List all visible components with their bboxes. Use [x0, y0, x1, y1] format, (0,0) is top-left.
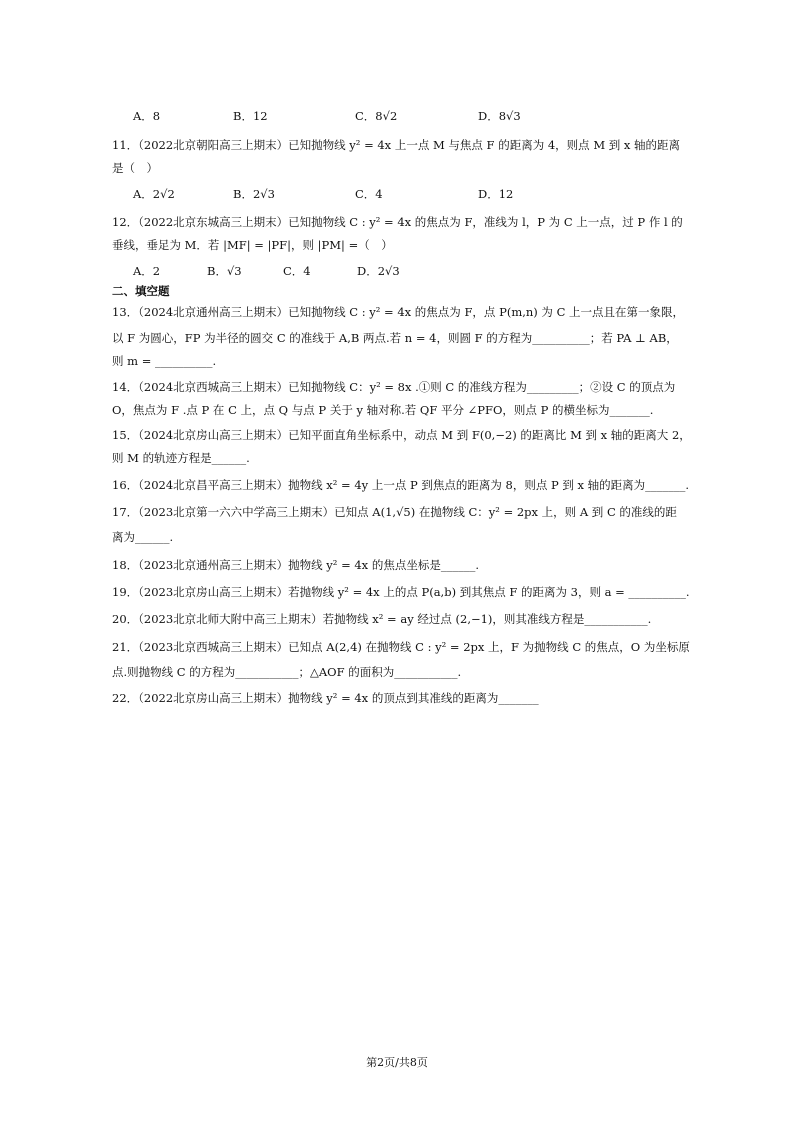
q11-line1: 11．（2022北京朝阳高三上期末）已知抛物线 y² = 4x 上一点 M 与焦点 F 的距离为 4，则点 M 到 x 轴的距离: [112, 138, 681, 152]
q11-option-a: A．2√2: [133, 187, 175, 201]
q15-line1: 15．（2024北京房山高三上期末）已知平面直角坐标系中，动点 M 到 F(0,−2) 的距离比 M 到 x 轴的距离大 2，: [112, 428, 691, 442]
q16-line1: 16．（2024北京昌平高三上期末）抛物线 x² = 4y 上一点 P 到焦点的距离为 8，则点 P 到 x 轴的距离为_______.: [112, 478, 690, 492]
q12-option-d: D．2√3: [357, 264, 400, 278]
q17-line1: 17．（2023北京第一六六中学高三上期末）已知点 A(1,√5) 在抛物线 C：y² = 2px 上，则 A 到 C 的准线的距: [112, 505, 677, 519]
q15-line2: 则 M 的轨迹方程是______.: [112, 451, 250, 465]
q11-option-c: C．4: [355, 187, 383, 201]
q14-line1: 14．（2024北京西城高三上期末）已知抛物线 C：y² = 8x .①则 C 的准线方程为_________；②设 C 的顶点为: [112, 380, 676, 394]
q13-line3: 则 m = __________.: [112, 354, 217, 368]
section-fill-in-title: 二、填空题: [112, 284, 170, 298]
q10-option-a: A．8: [133, 109, 161, 123]
q21-line1: 21．（2023北京西城高三上期末）已知点 A(2,4) 在抛物线 C : y² = 2px 上，F 为抛物线 C 的焦点，O 为坐标原: [112, 640, 690, 654]
q12-option-a: A．2: [133, 264, 161, 278]
q11-option-d: D．12: [478, 187, 514, 201]
q20-line1: 20．（2023北京北师大附中高三上期末）若抛物线 x² = ay 经过点 (2,−1)，则其准线方程是___________.: [112, 612, 652, 626]
page-footer: 第2页/共8页: [366, 1056, 428, 1069]
q10-option-c: C．8√2: [355, 109, 398, 123]
q17-line2: 离为______.: [112, 530, 174, 544]
q13-line2: 以 F 为圆心，FP 为半径的圆交 C 的准线于 A,B 两点.若 n = 4，则圆 F 的方程为__________；若 PA ⊥ AB，: [112, 331, 678, 345]
q13-line1: 13．（2024北京通州高三上期末）已知抛物线 C : y² = 4x 的焦点为 F，点 P(m,n) 为 C 上一点且在第一象限，: [112, 305, 685, 319]
q22-line1: 22．（2022北京房山高三上期末）抛物线 y² = 4x 的顶点到其准线的距离为_______: [112, 691, 539, 705]
q14-line2: O，焦点为 F .点 P 在 C 上，点 Q 与点 P 关于 y 轴对称.若 QF 平分 ∠PFO，则点 P 的横坐标为_______.: [112, 403, 654, 417]
q12-option-b: B．√3: [207, 264, 242, 278]
q21-line2: 点.则抛物线 C 的方程为___________；△AOF 的面积为___________.: [112, 665, 462, 679]
q11-line2: 是（ ）: [112, 161, 158, 175]
q10-option-d: D．8√3: [478, 109, 521, 123]
q18-line1: 18．（2023北京通州高三上期末）抛物线 y² = 4x 的焦点坐标是______.: [112, 558, 479, 572]
q12-line2: 垂线，垂足为 M．若 |MF| = |PF|，则 |PM| =（ ）: [112, 238, 393, 252]
q10-option-b: B．12: [233, 109, 268, 123]
q11-option-b: B．2√3: [233, 187, 275, 201]
q12-line1: 12．（2022北京东城高三上期末）已知抛物线 C : y² = 4x 的焦点为 F，准线为 l，P 为 C 上一点，过 P 作 l 的: [112, 215, 683, 229]
q19-line1: 19．（2023北京房山高三上期末）若抛物线 y² = 4x 上的点 P(a,b) 到其焦点 F 的距离为 3，则 a = __________.: [112, 585, 690, 599]
q12-option-c: C．4: [283, 264, 311, 278]
